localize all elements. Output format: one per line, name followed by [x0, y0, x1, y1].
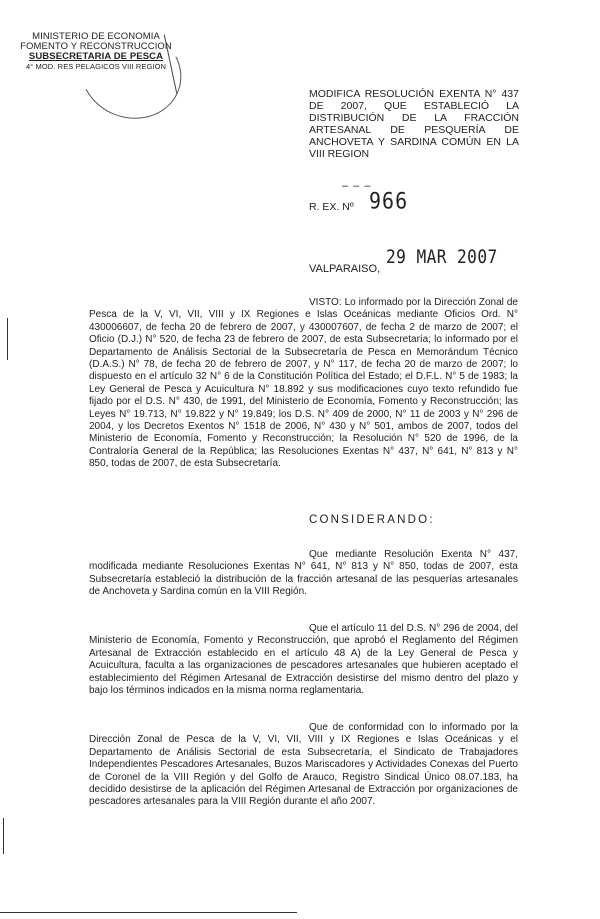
number-dash: – – –	[342, 180, 372, 192]
visto-paragraph: VISTO: Lo informado por la Dirección Zonal de Pesca de la V, VI, VII, VIII y IX Regiones e Islas Oceánicas mediante Oficios Ord. N° 430006607, de fecha 20 de febrero de 2007, y 430007607, de fecha 2 de marzo de 2007; el Oficio (D.J.) N° 520, de fecha 23 de febrero de 2007, de esta Subsecretaría; lo informado por el Departamento de Análisis Sectorial de la Subsecretaría de Pesca en Memorándum Técnico (D.A.S.) N° 78, de fecha 20 de febrero de 2007, y N° 117, de fecha 20 de marzo de 2007; lo dispuesto en el artículo 32 N° 6 de la Constitución Política del Estado; el D.F.L. N° 5 de 1983; la Ley General de Pesca y Acuicultura N° 18.892 y sus modificaciones cuyo texto refundido fue fijado por el D.S. N° 430, de 1991, del Ministerio de Economía, Fomento y Reconstrucción; las Leyes N° 19.713, N° 19.822 y N° 19.849; los D.S. N° 409 de 2000, N° 11 de 2003 y N° 296 de 2004, y los Decretos Exentos N° 1518 de 2006, N° 430 y N° 501, ambos de 2007, todos del Ministerio de Economía, Fomento y Reconstrucción; la Resolución N° 520 de 1996, de la Contraloría General de la República; las Resoluciones Exentas N° 437, N° 641, N° 813 y N° 850, todas de 2007, de esta Subsecretaría.	[89, 297, 518, 470]
footer-rule	[0, 912, 297, 913]
considerando-paragraph-2: Que el artículo 11 del D.S. N° 296 de 2004, del Ministerio de Economía, Fomento y Reconstrucción, que aprobó el Reglamento del Régimen Artesanal de Extracción establecido en el artículo 48 A) de la Ley General de Pesca y Acuicultura, faculta a las organizaciones de pescadores artesanales que hubieren aceptado el establecimiento del Régimen Artesanal de Extracción desistirse del mismo dentro del plazo y bajo los términos indicados en la misma norma reglamentaria.	[89, 623, 518, 697]
considerando-paragraph-1: Que mediante Resolución Exenta N° 437, modificada mediante Resoluciones Exentas N° 641, N° 813 y N° 850, todas de 2007, esta Subsecretaría estableció la distribución de la fracción artesanal de las pesquerías artesanales de Anchoveta y Sardina común en la VIII Región.	[89, 549, 518, 598]
margin-mark	[3, 818, 4, 854]
place-label: VALPARAISO,	[309, 263, 381, 275]
resolution-label: R. EX. Nº	[309, 201, 354, 213]
document-reference: 4° MOD. RES PELAGICOS VIII REGION	[25, 62, 167, 71]
ministry-name-line1: MINISTERIO DE ECONOMIA	[32, 31, 160, 42]
resolution-subject: MODIFICA RESOLUCIÓN EXENTA N° 437 DE 2007, QUE ESTABLECIÓ LA DISTRIBUCIÓN DE LA FRACCIÓN ARTESANAL DE PESQUERÍA DE ANCHOVETA Y SARDINA COMÚN EN LA VIII REGION	[309, 88, 519, 160]
considerando-paragraph-3: Que de conformidad con lo informado por la Dirección Zonal de Pesca de la V, VI, VII, VIII y IX Regiones e Islas Oceánicas y el Departamento de Análisis Sectorial de esta Subsecretaría, el Sindicato de Trabajadores Independientes Pescadores Artesanales, Buzos Mariscadores y Actividades Conexas del Puerto de Coronel de la VIII Región y del Golfo de Arauco, Registro Sindical Único 08.07.183, ha decidido desistirse de la aplicación del Régimen Artesanal de Extracción por organizaciones de pescadores artesanales para la VIII Región durante el año 2007.	[89, 722, 518, 808]
date-stamp: 29 MAR 2007	[386, 246, 498, 268]
considerando-heading: CONSIDERANDO:	[309, 514, 435, 526]
ministry-name-line2: FOMENTO Y RECONSTRUCCION	[20, 41, 172, 52]
margin-mark	[7, 318, 8, 360]
subsecretaria-name: SUBSECRETARIA DE PESCA	[28, 51, 164, 62]
resolution-number: 966	[369, 187, 409, 215]
